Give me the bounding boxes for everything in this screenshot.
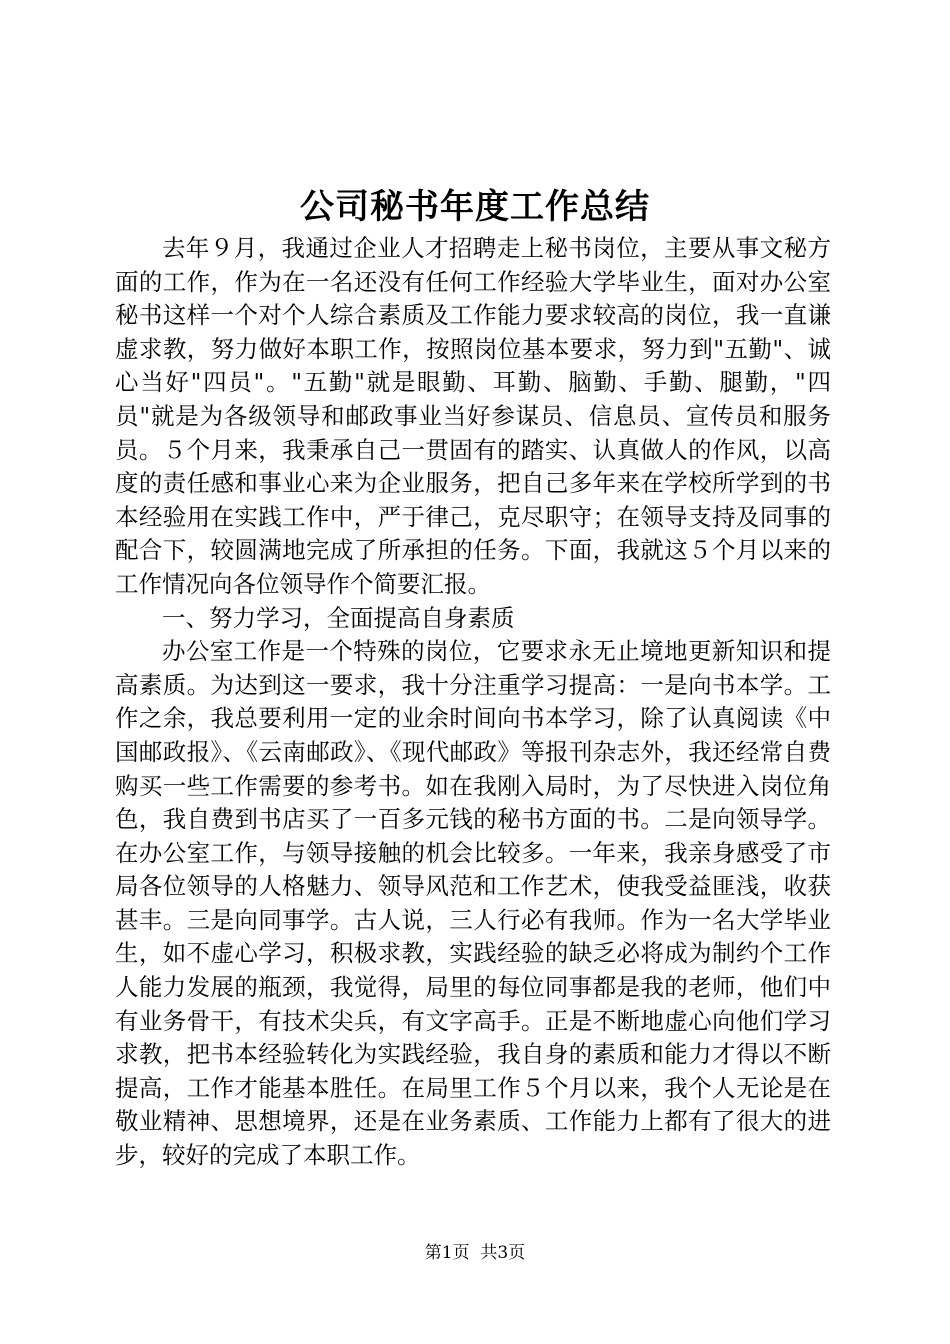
section-heading-1: 一、努力学习，全面提高自身素质 bbox=[162, 603, 515, 632]
page-total: 共3页 bbox=[480, 1243, 526, 1263]
document-body bbox=[115, 232, 831, 1173]
document-title: 公司秘书年度工作总结 bbox=[300, 187, 650, 227]
paragraph-study: 办公室工作是一个特殊的岗位，它要求永无止境地更新知识和提高素质。为达到这一要求，我十分注重学习提高：一是向书本学。工作之余，我总要利用一定的业余时间向书本学习，除了认真阅读《中国邮政报》、《云南邮政》、《现代邮政》等报刊杂志外，我还经常自费购买一些工作需要的参考书。如在我刚入局时，为了尽快进入岗位角色，我自费到书店买了一百多元钱的秘书方面的书。二是向领导学。在办公室工作，与领导接触的机会比较多。一年来，我亲身感受了市局各位领导的人格魅力、领导风范和工作艺术，使我受益匪浅，收获甚丰。三是向同事学。古人说，三人行必有我师。作为一名大学毕业生，如不虚心学习，积极求教，实践经验的缺乏必将成为制约个工作人能力发展的瓶颈，我觉得，局里的每位同事都是我的老师，他们中有业务骨干，有技术尖兵，有文字高手。正是不断地虚心向他们学习求教，把书本经验转化为实践经验，我自身的素质和能力才得以不断提高，工作才能基本胜任。在局里工作５个月以来，我个人无论是在敬业精神、思想境界，还是在业务素质、工作能力上都有了很大的进步，较好的完成了本职工作。 bbox=[115, 637, 831, 1170]
page-footer bbox=[0, 1241, 950, 1265]
paragraph-intro: 去年９月，我通过企业人才招聘走上秘书岗位，主要从事文秘方面的工作，作为在一名还没有任何工作经验大学毕业生，面对办公室秘书这样一个对个人综合素质及工作能力要求较高的岗位，我一直谦虚求教，努力做好本职工作，按照岗位基本要求，努力到"五勤"、诚心当好"四员"。"五勤"就是眼勤、耳勤、脑勤、手勤、腿勤，"四员"就是为各级领导和邮政事业当好参谋员、信息员、宣传员和服务员。５个月来，我秉承自己一贯固有的踏实、认真做人的作风，以高度的责任感和事业心来为企业服务，把自己多年来在学校所学到的书本经验用在实践工作中，严于律己，克尽职守；在领导支持及同事的配合下，较圆满地完成了所承担的任务。下面，我就这５个月以来的工作情况向各位领导作个简要汇报。 bbox=[115, 234, 831, 598]
page-number: 第1页 bbox=[424, 1243, 470, 1263]
